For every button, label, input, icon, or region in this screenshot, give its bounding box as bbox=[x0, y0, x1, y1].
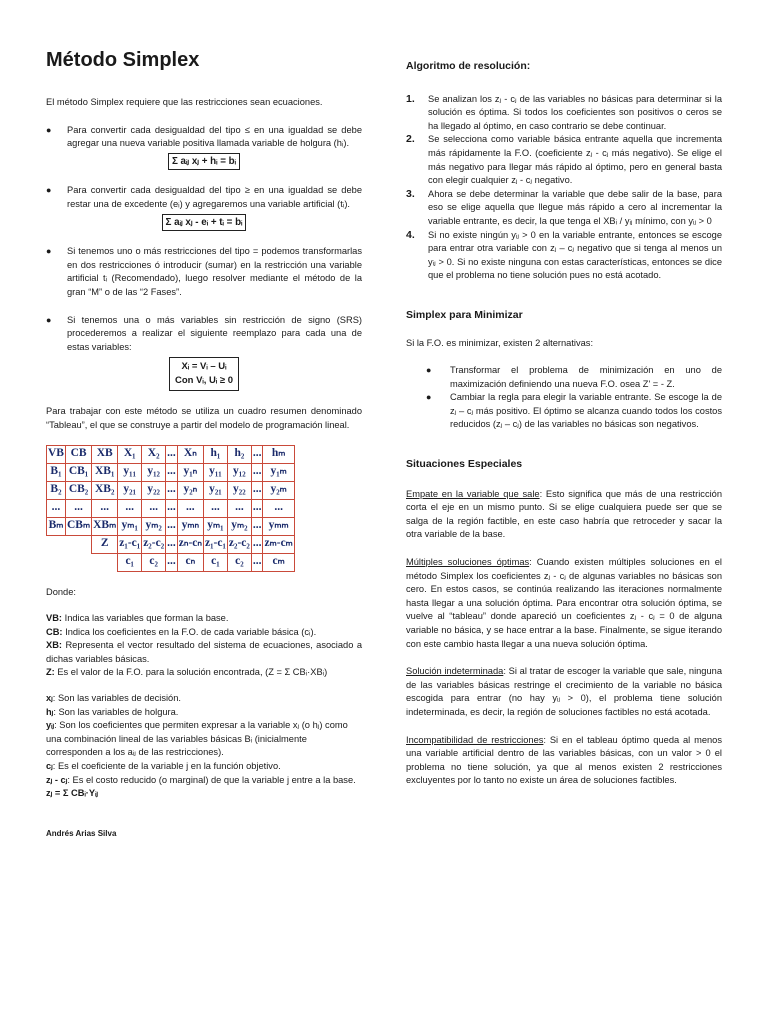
tableau-cell: y₁₂ bbox=[227, 463, 251, 481]
tableau-cell: y₁ₘ bbox=[263, 463, 294, 481]
step-number: 4. bbox=[406, 228, 415, 241]
tableau-cell: yₘ₂ bbox=[142, 517, 166, 535]
bullet-excedente-text: Para convertir cada desigualdad del tipo ≥ en una igualdad se debe restar una de excedente (eᵢ) y agregaremos una variable artificial (tᵢ). bbox=[67, 185, 362, 209]
incompatibilidad-paragraph: Incompatibilidad de restricciones: Si en el tableau óptimo queda al menos una variable artificial dentro de las variables básicas, con un valor > 0 el problema no tiene solución, ya que al menos existen 2 restricciones excluyentes por lo tanto no existe un área de soluciones factibles. bbox=[406, 734, 722, 786]
tableau-cell: B₂ bbox=[47, 481, 66, 499]
step-1 bbox=[406, 93, 722, 134]
tableau-cell: z₂-c₂ bbox=[142, 535, 166, 553]
special-heading: Situaciones Especiales bbox=[406, 458, 523, 471]
empate-paragraph: Empate en la variable que sale: Esto significa que más de una restricción corta el eje en un mismo punto. Si se elige cualquiera puede ser que se salga de la región factible, en este caso habría que retroceder y sacar la otra variable de la base. bbox=[406, 488, 722, 540]
def-vb: VB: Indica las variables que forman la base. bbox=[46, 613, 229, 624]
intro-text: El método Simplex requiere que las restricciones sean ecuaciones. bbox=[46, 97, 323, 107]
formula-srs-line2: Con Vᵢ, Uᵢ ≥ 0 bbox=[174, 375, 234, 387]
tableau-cell: CB₁ bbox=[65, 463, 91, 481]
step-number: 2. bbox=[406, 133, 415, 146]
tableau-cell: X₂ bbox=[142, 445, 166, 463]
tableau-cell: y₂ₙ bbox=[177, 481, 203, 499]
step-3 bbox=[406, 188, 722, 229]
bullet-icon: ● bbox=[46, 124, 52, 135]
minimize-intro: Si la F.O. es minimizar, existen 2 alternativas: bbox=[406, 337, 594, 348]
bullet-igualdad bbox=[46, 245, 362, 299]
tableau-z-row bbox=[47, 535, 295, 553]
formula-excedente: Σ aᵢⱼ xⱼ - eᵢ + tᵢ = bᵢ bbox=[162, 214, 247, 232]
def-cj: cⱼ: Es el coeficiente de la variable j en la función objetivo. bbox=[46, 761, 281, 772]
tableau-cell: ... bbox=[118, 499, 142, 517]
tableau-cell: c₁ bbox=[118, 553, 142, 571]
tableau-cell: h₂ bbox=[227, 445, 251, 463]
right-column bbox=[406, 60, 722, 788]
step-number: 1. bbox=[406, 92, 415, 105]
formula-srs bbox=[169, 357, 239, 391]
tableau-cell: ... bbox=[251, 481, 263, 499]
donde-label: Donde: bbox=[46, 586, 76, 597]
tableau-cell: CB bbox=[65, 445, 91, 463]
bullet-icon: ● bbox=[46, 246, 52, 257]
tableau-cell: y₂₁ bbox=[118, 481, 142, 499]
def-zc: zⱼ - cⱼ: Es el costo reducido (o marginal) de que la variable j entre a la base. bbox=[46, 774, 356, 785]
tableau-row bbox=[47, 517, 295, 535]
tableau-cell: ... bbox=[65, 499, 91, 517]
tableau-cell: y₁₁ bbox=[118, 463, 142, 481]
tableau-cell: y₂₂ bbox=[227, 481, 251, 499]
tableau-cell: ... bbox=[166, 481, 178, 499]
tableau-cell: ... bbox=[166, 535, 178, 553]
tableau-cell: XB bbox=[92, 445, 118, 463]
tableau-cell: yₘₙ bbox=[177, 517, 203, 535]
bullet-igualdad-text: Si tenemos uno o más restricciones del tipo = podemos transformarlas en dos restricciones ó introducir (sumar) en la restricción una variable artificial tᵢ (Recomendado), luego resolver mediante el método de la gran “M” o de las “2 Fases”. bbox=[67, 246, 362, 297]
tableau-header-row bbox=[47, 445, 295, 463]
tableau-cell: ... bbox=[203, 499, 227, 517]
def-yij: yᵢⱼ: Son los coeficientes que permiten expresar a la variable xⱼ (o hⱼ) como una combinación lineal de las variables básicas Bᵢ (inicialmente corresponden a los aᵢⱼ de las restricciones). bbox=[46, 720, 348, 758]
tableau-cell: B₁ bbox=[47, 463, 66, 481]
bullet-srs-text: Si tenemos una o más variables sin restricción de signo (SRS) procederemos a realizar el siguiente reemplazo para cada una de estas variables: bbox=[67, 314, 362, 352]
minimize-heading: Simplex para Minimizar bbox=[406, 308, 523, 321]
tableau-cell: y₁ₙ bbox=[177, 463, 203, 481]
tableau-cell: ... bbox=[47, 499, 66, 517]
tableau-cell: cₙ bbox=[177, 553, 203, 571]
tableau-empty-cell bbox=[65, 553, 91, 571]
tableau-cell: zₘ-cₘ bbox=[263, 535, 294, 553]
tableau-cell: XB₂ bbox=[92, 481, 118, 499]
step-4-text: Si no existe ningún yᵢⱼ > 0 en la variable entrante, entonces se escoge para entrar otra variable con zⱼ – cⱼ negativo que si tenga al menos un yᵢⱼ > 0. Si no existe ninguna con estas características, entonces se dice que el problema no tiene solución pues no está acotado. bbox=[428, 229, 722, 281]
tableau-cell: ... bbox=[166, 553, 178, 571]
tableau-cell: ... bbox=[166, 445, 178, 463]
bullet-icon: ● bbox=[426, 392, 432, 403]
tableau-cell: ... bbox=[166, 499, 178, 517]
tableau-cell: Bₘ bbox=[47, 517, 66, 535]
tableau-cell: c₂ bbox=[142, 553, 166, 571]
tableau-cell: z₂-c₂ bbox=[227, 535, 251, 553]
author-name: Andrés Arias Silva bbox=[46, 828, 117, 838]
tableau-cell: h₁ bbox=[203, 445, 227, 463]
tableau-cell: XBₘ bbox=[92, 517, 118, 535]
step-3-text: Ahora se debe determinar la variable que debe salir de la base, para eso se elige aquella que llegue más rápido a cero al incrementar la variable entrante, es decir, la que tenga el XBᵢ / yᵢⱼ mínimo, con yᵢⱼ > 0 bbox=[428, 188, 722, 226]
tableau-cell: ... bbox=[142, 499, 166, 517]
tableau-cell: c₂ bbox=[227, 553, 251, 571]
tableau-table bbox=[46, 445, 295, 572]
tableau-cell: Z bbox=[92, 535, 118, 553]
tableau-empty-cell bbox=[47, 553, 66, 571]
tableau-cell: hₘ bbox=[263, 445, 294, 463]
tableau-cell: zₙ-cₙ bbox=[177, 535, 203, 553]
tableau-cell: yₘ₁ bbox=[118, 517, 142, 535]
tableau-empty-cell bbox=[47, 535, 66, 553]
tableau-cell: ... bbox=[166, 463, 178, 481]
tableau-cell: yₘₘ bbox=[263, 517, 294, 535]
tableau-cell: ... bbox=[166, 517, 178, 535]
indeterminada-paragraph: Solución indeterminada: Si al tratar de escoger la variable que sale, ninguna de las variables básicas restringe el crecimiento de la variable no básica escogida para entrar (no hay yᵢⱼ > 0), el problema tiene solución indeterminada, es decir, la región de soluciones factibles no está acotada. bbox=[406, 666, 722, 717]
tableau-cell: yₘ₂ bbox=[227, 517, 251, 535]
tableau-cell: ... bbox=[251, 499, 263, 517]
tableau-row bbox=[47, 499, 295, 517]
tableau-cell: ... bbox=[251, 535, 263, 553]
tableau-cell: c₁ bbox=[203, 553, 227, 571]
definitions bbox=[46, 586, 362, 801]
step-4 bbox=[406, 229, 722, 283]
tableau-cell: XB₁ bbox=[92, 463, 118, 481]
multiples-paragraph: Múltiples soluciones óptimas: Cuando existen múltiples soluciones en el método Simplex los coeficientes zⱼ - cⱼ de algunas variables no básicas son cero. En estos casos, se continúa realizando las iteraciones normalmente hasta llegar a una solución óptima. Para encontrar otra solución óptima, se vuelve al “tableau” donde apareció un coeficientes zⱼ - cⱼ = 0 de alguna variable no básica, y se hace entrar a la base. Finalmente, se sigue iterando con este cambio hasta llegar a una nueva solución óptima. bbox=[406, 557, 722, 649]
bullet-holgura bbox=[46, 124, 362, 151]
minimize-bullet-2-text: Cambiar la regla para elegir la variable entrante. Se escoge la de zⱼ – cⱼ más positivo. El óptimo se alcanza cuando todos los costos reducidos (zⱼ – cⱼ) de las variables no básicas son negativos. bbox=[450, 392, 722, 430]
tableau-cell: y₁₁ bbox=[203, 463, 227, 481]
tableau-intro: Para trabajar con este método se utiliza un cuadro resumen denominado “Tableau”, el que se construye a partir del modelo de programación lineal. bbox=[46, 406, 362, 430]
step-2-text: Se selecciona como variable básica entrante aquella que incrementa más rápidamente la F.O. (coeficiente zⱼ - cⱼ más negativo). Se elige el más negativo para llegar más rápido al óptimo, pero en general basta con elegir cualquier zⱼ - cⱼ negativo. bbox=[428, 134, 722, 186]
tableau-cell: cₘ bbox=[263, 553, 294, 571]
def-xj: xⱼ: Son las variables de decisión. bbox=[46, 693, 181, 704]
step-1-text: Se analizan los zⱼ - cⱼ de las variables no básicas para determinar si la solución es óptima. Si todos los coeficientes son positivos o ceros se ha llegado al óptimo, en caso contrario se debe continuar. bbox=[428, 93, 722, 131]
tableau-cell: ... bbox=[177, 499, 203, 517]
tableau-cell: ... bbox=[251, 517, 263, 535]
tableau-cell: y₂₁ bbox=[203, 481, 227, 499]
tableau-cell: VB bbox=[47, 445, 66, 463]
tableau-empty-cell bbox=[65, 535, 91, 553]
tableau-cell: ... bbox=[251, 463, 263, 481]
tableau-cell: y₂₂ bbox=[142, 481, 166, 499]
tableau-cell: ... bbox=[227, 499, 251, 517]
tableau-cell: X₁ bbox=[118, 445, 142, 463]
def-hj: hⱼ: Son las variables de holgura. bbox=[46, 706, 179, 717]
tableau-cell: ... bbox=[251, 445, 263, 463]
tableau-cell: z₁-c₁ bbox=[118, 535, 142, 553]
tableau-cell: y₁₂ bbox=[142, 463, 166, 481]
minimize-bullet-1 bbox=[406, 364, 722, 391]
formula-holgura: Σ aᵢⱼ xⱼ + hᵢ = bᵢ bbox=[168, 153, 240, 171]
bullet-icon: ● bbox=[46, 185, 52, 196]
bullet-srs bbox=[46, 314, 362, 355]
def-z: Z: Es el valor de la F.O. para la solución encontrada, (Z = Σ CBᵢ·XBᵢ) bbox=[46, 667, 328, 678]
tableau-cell: CB₂ bbox=[65, 481, 91, 499]
tableau-cell: y₂ₘ bbox=[263, 481, 294, 499]
tableau-cell: z₁-c₁ bbox=[203, 535, 227, 553]
tableau-empty-cell bbox=[92, 553, 118, 571]
minimize-bullet-2 bbox=[406, 391, 722, 432]
algorithm-heading: Algoritmo de resolución: bbox=[406, 60, 531, 72]
tableau-row bbox=[47, 463, 295, 481]
def-xb: XB: Representa el vector resultado del sistema de ecuaciones, asociado a dichas variables básicas. bbox=[46, 640, 362, 664]
tableau-cell: ... bbox=[92, 499, 118, 517]
page-title: Método Simplex bbox=[46, 49, 200, 71]
bullet-excedente bbox=[46, 184, 362, 211]
tableau-cell: Xₙ bbox=[177, 445, 203, 463]
bullet-holgura-text: Para convertir cada desigualdad del tipo ≤ en una igualdad se debe agregar una nueva variable positiva llamada variable de holgura (hᵢ). bbox=[67, 124, 362, 149]
step-2 bbox=[406, 133, 722, 187]
tableau-c-row bbox=[47, 553, 295, 571]
def-cb: CB: Indica los coeficientes en la F.O. de cada variable básica (cᵢ). bbox=[46, 626, 317, 637]
tableau-cell: ... bbox=[263, 499, 294, 517]
bullet-icon: ● bbox=[426, 365, 432, 376]
left-column bbox=[46, 48, 362, 840]
tableau-cell: yₘ₁ bbox=[203, 517, 227, 535]
def-zj: zⱼ = Σ CBᵢ·Yᵢⱼ bbox=[46, 788, 99, 799]
tableau-cell: CBₘ bbox=[65, 517, 91, 535]
tableau-row bbox=[47, 481, 295, 499]
step-number: 3. bbox=[406, 187, 415, 200]
tableau-cell: ... bbox=[251, 553, 263, 571]
minimize-bullet-1-text: Transformar el problema de minimización en uno de maximización definiendo una nueva F.O. osea Z' = - Z. bbox=[450, 365, 722, 389]
bullet-icon: ● bbox=[46, 314, 52, 325]
formula-srs-line1: Xᵢ = Vᵢ – Uᵢ bbox=[181, 361, 227, 373]
